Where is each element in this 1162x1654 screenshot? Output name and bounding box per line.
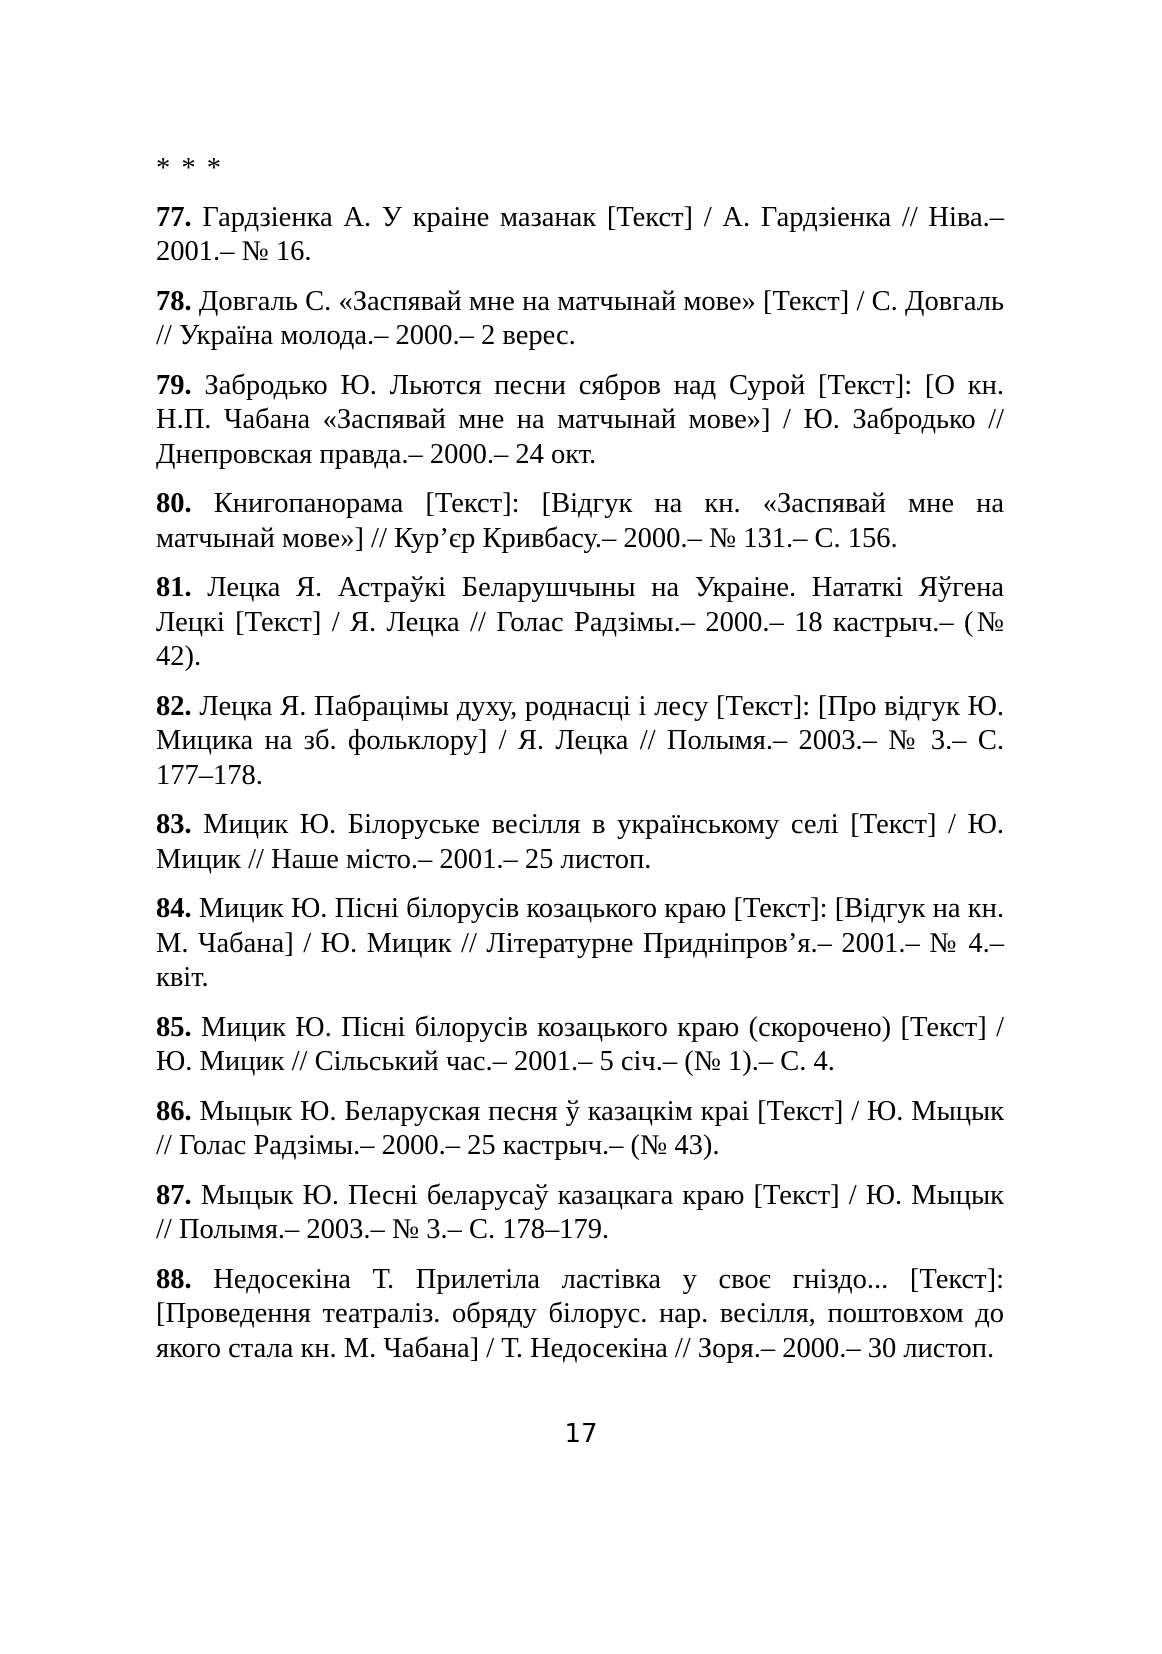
bibliography-entry-88: 88. Недосекіна Т. Прилетіла ластівка у своє гніздо... [Текст]: [Проведення театраліз. обряду білорус. нар. весілля, поштовхом до якого стала кн. М. Чабана] / Т. Недосекіна // Зоря.– 2000.– 30 листоп.: [156, 1263, 1004, 1364]
bibliography-entry-85: 85. Мицик Ю. Пісні білорусів козацького краю (скорочено) [Текст] / Ю. Мицик // Сільський час.– 2001.– 5 січ.– (№ 1).– С. 4.: [156, 1011, 1005, 1077]
entry-text: Книгопанорама [Текст]: [Відгук на кн. «Заспявай мне на матчынай мове»] // Кур’єр Кривбасу.– 2000.– № 131.– С. 156.: [156, 488, 1004, 554]
bibliography-entry-84: 84. Мицик Ю. Пісні білорусів козацького краю [Текст]: [Відгук на кн. М. Чабана] / Ю. Мицик // Літературне Придніпров’я.– 2001.– № 4.– квіт.: [156, 893, 1005, 993]
entry-number: 78: [156, 285, 185, 317]
bibliography-entry-78: 78. Довгаль С. «Заспявай мне на матчынай мове» [Текст] / С. Довгаль // Україна молода.– 2000.– 2 верес.: [156, 285, 1004, 351]
entry-number: 87: [156, 1179, 185, 1211]
entry-number: 82: [156, 690, 185, 722]
entry-text: Мыцык Ю. Беларуская песня ў казацкім краі [Текст] / Ю. Мыцык // Голас Радзімы.– 2000.– 25 кастрыч.– (№ 43).: [156, 1095, 1004, 1161]
page-number: 17: [564, 1419, 598, 1449]
bibliography-entry-82: 82. Лецка Я. Пабрацімы духу, роднасці і лесу [Текст]: [Про відгук Ю. Мицика на зб. фольклору] / Я. Лецка // Полымя.– 2003.– № 3.– С. 177–178.: [156, 690, 1004, 791]
bibliography-entry-83: 83. Мицик Ю. Білоруське весілля в українському селі [Текст] / Ю. Мицик // Наше місто.– 2001.– 25 листоп.: [156, 809, 1004, 875]
entry-text: Гардзіенка А. У краіне мазанак [Текст] / А. Гардзіенка // Ніва.– 2001.– № 16.: [156, 201, 1004, 267]
entry-number: 85: [156, 1011, 185, 1043]
entry-number: 81: [156, 572, 185, 603]
entry-number: 88: [156, 1263, 185, 1295]
entry-text: Мицик Ю. Пісні білорусів козацького краю (скорочено) [Текст] / Ю. Мицик // Сільський час.– 2001.– 5 січ.– (№ 1).– С. 4.: [156, 1011, 1005, 1077]
bibliography-entry-87: 87. Мыцык Ю. Песні беларусаў казацкага краю [Текст] / Ю. Мыцык // Полымя.– 2003.– № 3.– С. 178–179.: [156, 1179, 1004, 1245]
entry-text: Мицик Ю. Білоруське весілля в українському селі [Текст] / Ю. Мицик // Наше місто.– 2001.– 25 листоп.: [156, 809, 1004, 875]
bibliography-entry-81: 81. Лецка Я. Астраўкі Беларушчыны на Украіне. Нататкі Яўгена Лецкі [Текст] / Я. Лецка // Голас Радзімы.– 2000.– 18 кастрыч.– (№ 42).: [156, 572, 1004, 672]
entry-text: Мицик Ю. Пісні білорусів козацького краю [Текст]: [Відгук на кн. М. Чабана] / Ю. Мицик // Літературне Придніпров’я.– 2001.– № 4.– квіт.: [156, 893, 1005, 993]
entry-text: Забродько Ю. Льются песни сябров над Сурой [Текст]: [О кн. Н.П. Чабана «Заспявай мне на матчынай мове»] / Ю. Забродько // Днепровская правда.– 2000.– 24 окт.: [156, 369, 1004, 470]
entry-text: Мыцык Ю. Песні беларусаў казацкага краю [Текст] / Ю. Мыцык // Полымя.– 2003.– № 3.– С. 178–179.: [156, 1179, 1004, 1245]
bibliography-list: [156, 152, 1004, 1381]
bibliography-entry-79: 79. Забродько Ю. Льются песни сябров над Сурой [Текст]: [О кн. Н.П. Чабана «Заспявай мне на матчынай мове»] / Ю. Забродько // Днепровская правда.– 2000.– 24 окт.: [156, 369, 1004, 470]
bibliography-entry-80: 80. Книгопанорама [Текст]: [Відгук на кн. «Заспявай мне на матчынай мове»] // Кур’єр Кривбасу.– 2000.– № 131.– С. 156.: [156, 488, 1004, 554]
entry-number: 79: [156, 369, 185, 401]
entry-number: 86: [156, 1095, 185, 1127]
section-separator: * * *: [156, 153, 223, 184]
bibliography-entry-77: 77. Гардзіенка А. У краіне мазанак [Текст] / А. Гардзіенка // Ніва.– 2001.– № 16.: [156, 201, 1004, 267]
entry-number: 80: [156, 488, 185, 519]
entry-text: Довгаль С. «Заспявай мне на матчынай мове» [Текст] / С. Довгаль // Україна молода.– 2000.– 2 верес.: [156, 285, 1004, 351]
entry-text: Недосекіна Т. Прилетіла ластівка у своє гніздо... [Текст]: [Проведення театраліз. обряду білорус. нар. весілля, поштовхом до якого стала кн. М. Чабана] / Т. Недосекіна // Зоря.– 2000.– 30 листоп.: [156, 1263, 1004, 1364]
entry-number: 83: [156, 809, 185, 840]
entry-number: 84: [156, 893, 185, 924]
entry-text: Лецка Я. Пабрацімы духу, роднасці і лесу [Текст]: [Про відгук Ю. Мицика на зб. фольклору] / Я. Лецка // Полымя.– 2003.– № 3.– С. 177–178.: [156, 690, 1004, 791]
entry-number: 77: [156, 201, 185, 233]
entry-text: Лецка Я. Астраўкі Беларушчыны на Украіне. Нататкі Яўгена Лецкі [Текст] / Я. Лецка // Голас Радзімы.– 2000.– 18 кастрыч.– (№ 42).: [156, 572, 1004, 672]
bibliography-entry-86: 86. Мыцык Ю. Беларуская песня ў казацкім краі [Текст] / Ю. Мыцык // Голас Радзімы.– 2000.– 25 кастрыч.– (№ 43).: [156, 1095, 1004, 1161]
